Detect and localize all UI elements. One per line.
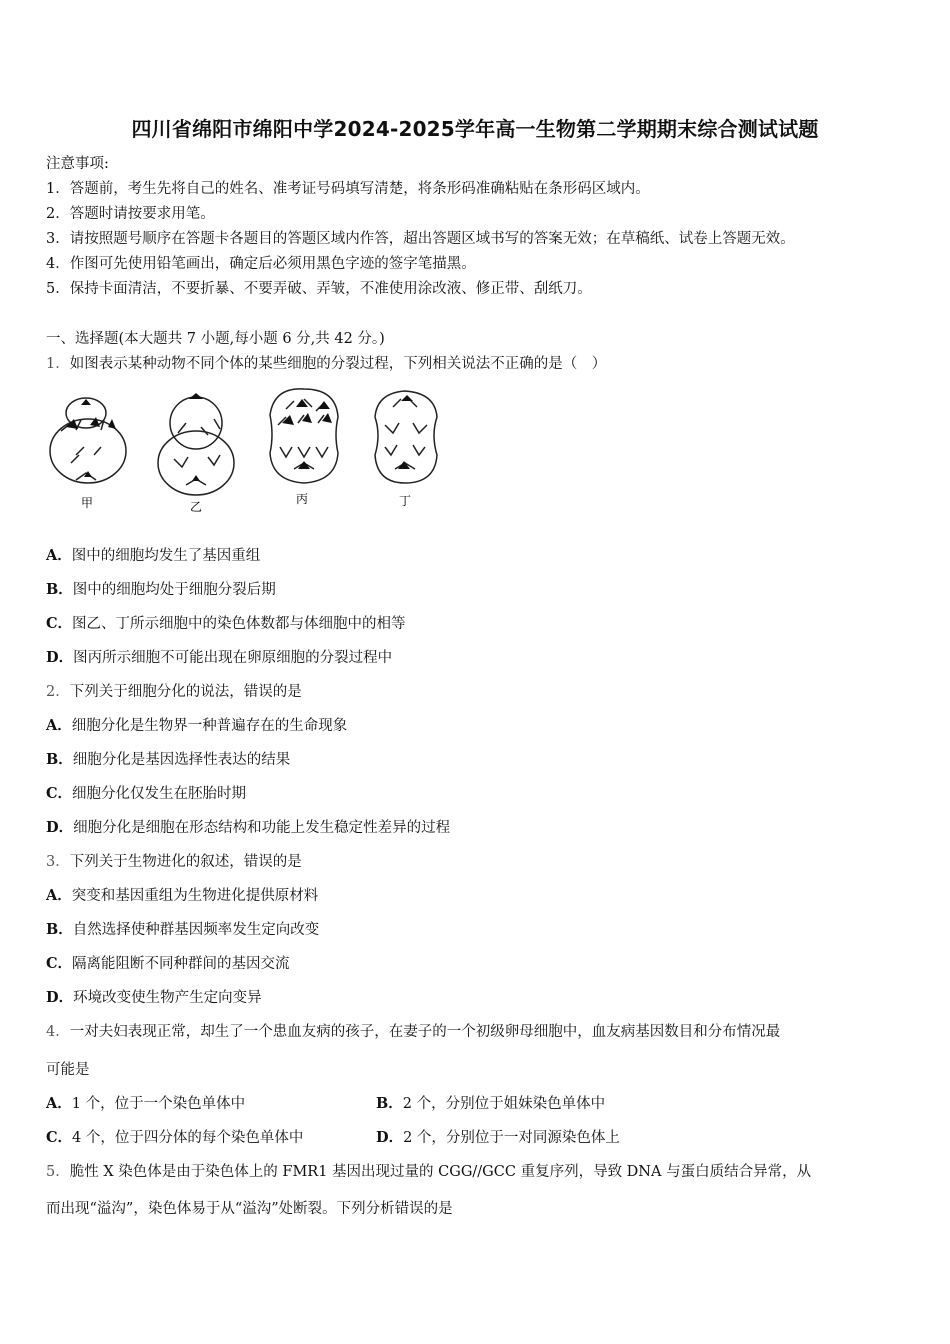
option-label: B． [46,921,73,938]
question-1-stem [46,352,606,373]
option-label: C． [46,785,73,802]
option-label: A． [46,887,72,904]
cell-ding [375,391,437,483]
notice-item: 5．保持卡面清洁，不要折暴、不要弄破、弄皱，不准使用涂改液、修正带、刮纸刀。 [46,281,592,297]
option-c [46,612,406,633]
notice-item: 1．答题前，考生先将自己的姓名、准考证号码填写清楚，将条形码准确粘贴在条形码区域内。 [46,181,650,197]
option-label: D． [376,1129,404,1146]
figure-label: 丁 [398,494,412,508]
option-d [46,816,450,837]
option-text: 环境改变使生物产生定向变异 [73,990,262,1006]
option-c [46,782,246,803]
question-5-stem-cont: 而出现“溢沟”，染色体易于从“溢沟”处断裂。下列分析错误的是 [46,1201,453,1217]
option-text: 图中的细胞均发生了基因重组 [71,548,261,564]
question-4-stem-cont: 可能是 [46,1062,90,1078]
cell-jia [50,398,126,483]
question-text: 下列关于生物进化的叙述，错误的是 [69,854,302,870]
option-a [46,1092,245,1113]
question-text: 脆性 X 染色体是由于染色体上的 FMR1 基因出现过量的 CGG//GCC 重复序列，导致 DNA 与蛋白质结合异常，从 [69,1164,812,1180]
question-2-stem [46,680,302,701]
option-text: 细胞分化是基因选择性表达的结果 [72,752,291,768]
question-number: 2． [46,684,70,700]
option-c [46,952,290,973]
option-a [46,884,318,905]
option-label: B． [46,751,73,768]
question-text: 一对夫妇表现正常，却生了一个患血友病的孩子，在妻子的一个初级卵母细胞中，血友病基因数目和分布情况最 [69,1024,781,1040]
option-text: 4 个，位于四分体的每个染色单体中 [72,1130,304,1146]
cell-division-figure [46,385,456,515]
option-label: B． [376,1095,403,1112]
notice-item: 4．作图可先使用铅笔画出，确定后必须用黑色字迹的签字笔描黑。 [46,256,476,272]
option-text: 图丙所示细胞不可能出现在卵原细胞的分裂过程中 [73,650,393,666]
question-number: 5． [46,1164,70,1180]
option-b [46,578,276,599]
option-a [46,544,260,565]
option-label: B． [46,581,73,598]
option-text: 1 个，位于一个染色单体中 [71,1096,246,1112]
option-b [46,918,319,939]
option-text: 细胞分化是细胞在形态结构和功能上发生稳定性差异的过程 [73,820,451,836]
figure-label: 乙 [189,500,203,514]
option-label: A． [46,547,72,564]
option-label: C． [46,1129,73,1146]
option-text: 图乙、丁所示细胞中的染色体数都与体细胞中的相等 [72,616,406,632]
question-5-stem [46,1160,811,1181]
option-text: 2 个，分别位于一对同源染色体上 [403,1130,620,1146]
option-text: 细胞分化是生物界一种普遍存在的生命现象 [71,718,348,734]
question-text: 如图表示某种动物不同个体的某些细胞的分裂过程，下列相关说法不正确的是（ ） [69,356,607,372]
question-number: 3． [46,854,70,870]
option-label: D． [46,649,74,666]
option-b [46,748,290,769]
question-4-stem [46,1020,780,1041]
question-text: 下列关于细胞分化的说法，错误的是 [69,684,302,700]
option-a [46,714,347,735]
option-text: 突变和基因重组为生物进化提供原材料 [71,888,319,904]
option-label: A． [46,1095,72,1112]
option-label: A． [46,717,72,734]
option-label: D． [46,989,74,1006]
option-text: 细胞分化仅发生在胚胎时期 [72,786,247,802]
option-c [46,1126,303,1147]
option-text: 隔离能阻断不同种群间的基因交流 [72,956,290,972]
figure-label: 丙 [295,492,309,506]
section-heading: 一、选择题(本大题共 7 小题,每小题 6 分,共 42 分。) [46,331,385,347]
question-number: 4． [46,1024,70,1040]
figure-label: 甲 [80,496,94,510]
notice-heading: 注意事项: [46,156,109,172]
option-text: 自然选择使种群基因频率发生定向改变 [72,922,320,938]
question-number: 1． [46,356,70,372]
page-title: 四川省绵阳市绵阳中学2024-2025学年高一生物第二学期期末综合测试试题 [131,117,819,141]
option-text: 2 个，分别位于姐妹染色单体中 [402,1096,606,1112]
option-b [376,1092,605,1113]
cell-diagrams [46,385,456,515]
question-3-stem [46,850,302,871]
notice-item: 3．请按照题号顺序在答题卡各题目的答题区域内作答，超出答题区域书写的答案无效；在草稿纸、试卷上答题无效。 [46,231,795,247]
option-d [46,986,262,1007]
option-d [46,646,392,667]
option-label: D． [46,819,74,836]
notice-item: 2．答题时请按要求用笔。 [46,206,215,222]
option-label: C． [46,615,73,632]
option-d [376,1126,620,1147]
option-text: 图中的细胞均处于细胞分裂后期 [72,582,276,598]
option-label: C． [46,955,73,972]
